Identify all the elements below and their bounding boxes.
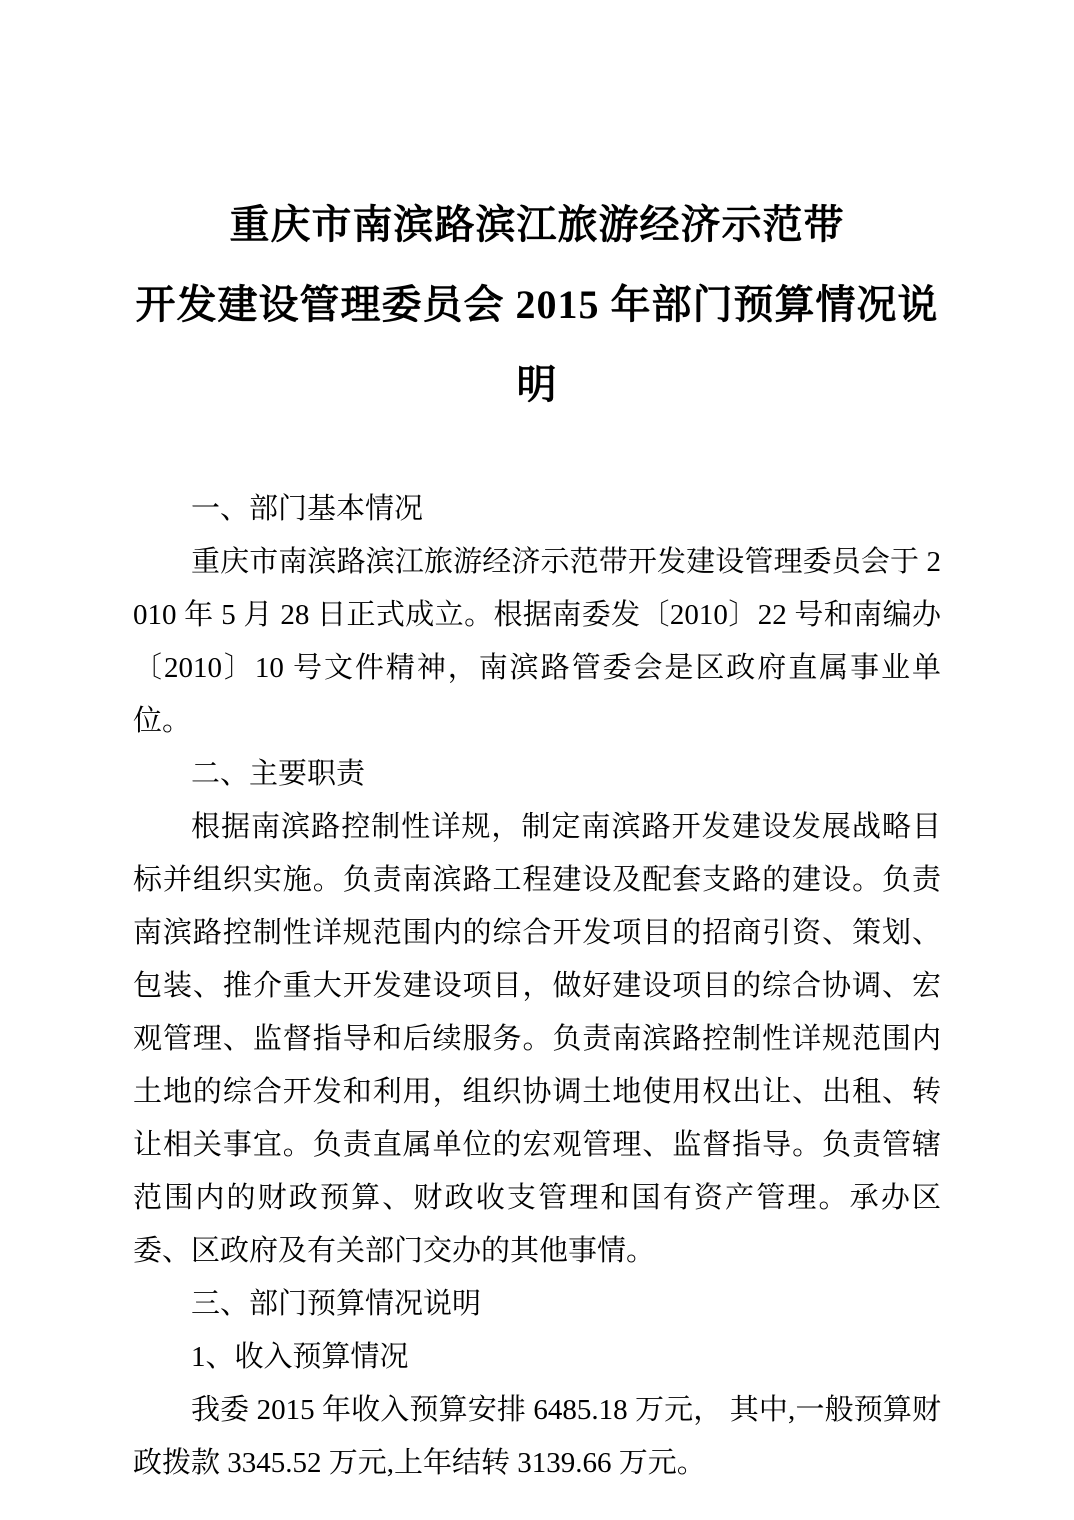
section-3-heading: 三、部门预算情况说明: [191, 1288, 482, 1320]
section-3-subsection-1-body: 我委 2015 年收入预算安排 6485.18 万元， 其中,一般预算财政拨款 3345.52 万元,上年结转 3139.66 万元。: [133, 1394, 941, 1479]
section-1-heading: 一、部门基本情况: [191, 493, 424, 525]
document-title-line-1: 重庆市南滨路滨江旅游经济示范带: [229, 202, 845, 247]
section-1-body: 重庆市南滨路滨江旅游经济示范带开发建设管理委员会于 2010 年 5 月 28 日正式成立。根据南委发〔2010〕22 号和南编办〔2010〕10 号文件精神，南滨路管委会是区政府直属事业单位。: [133, 546, 941, 737]
document-body: [133, 483, 941, 1490]
document-title: [133, 185, 941, 425]
document-title-line-2: 开发建设管理委员会 2015 年部门预算情况说明: [135, 282, 939, 407]
section-3-subsection-1-heading: 1、收入预算情况: [191, 1341, 409, 1373]
section-2-body: 根据南滨路控制性详规，制定南滨路开发建设发展战略目标并组织实施。负责南滨路工程建设及配套支路的建设。负责南滨路控制性详规范围内的综合开发项目的招商引资、策划、包装、推介重大开发建设项目，做好建设项目的综合协调、宏观管理、监督指导和后续服务。负责南滨路控制性详规范围内土地的综合开发和利用，组织协调土地使用权出让、出租、转让相关事宜。负责直属单位的宏观管理、监督指导。负责管辖范围内的财政预算、财政收支管理和国有资产管理。承办区委、区政府及有关部门交办的其他事情。: [133, 811, 941, 1267]
section-2-heading: 二、主要职责: [191, 758, 366, 790]
